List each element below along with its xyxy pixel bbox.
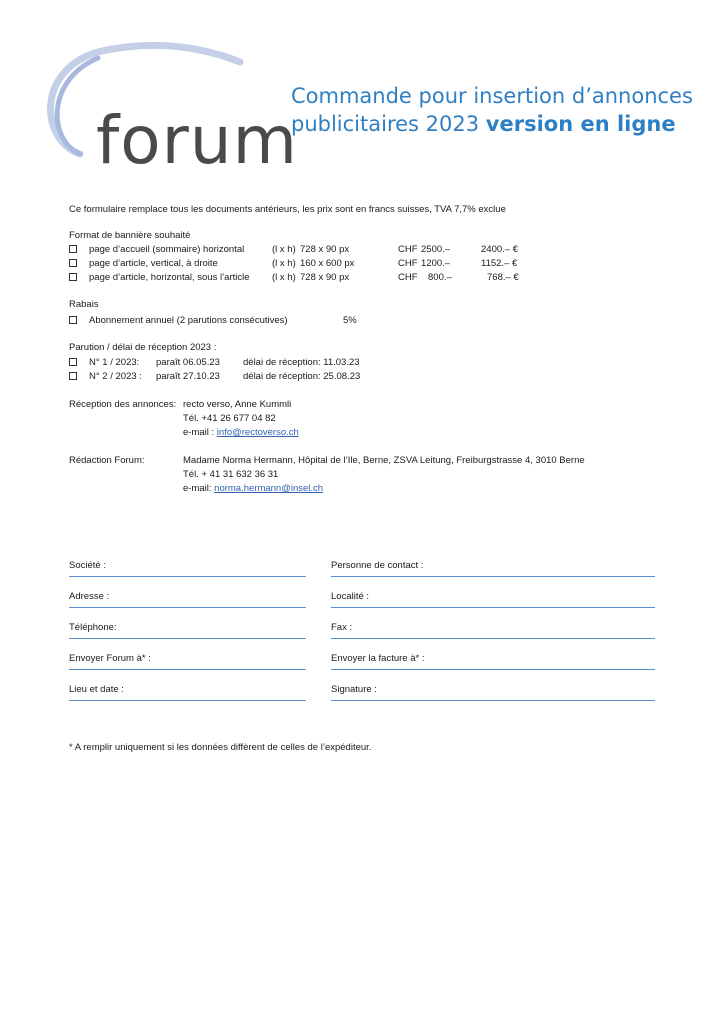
address-field-label: Adresse : <box>69 591 110 602</box>
parution-section-title: Parution / délai de réception 2023 : <box>69 342 217 353</box>
checkbox[interactable] <box>69 245 77 253</box>
banner-section-title: Format de bannière souhaité <box>69 230 191 241</box>
company-field[interactable] <box>69 576 306 577</box>
banner-option-label: page d’article, vertical, à droite <box>89 258 218 269</box>
dimension-label: (l x h) <box>272 244 296 255</box>
dimension-label: (l x h) <box>272 272 296 283</box>
rabais-option-row <box>69 314 669 327</box>
locality-field[interactable] <box>331 607 655 608</box>
banner-option-row <box>69 257 669 270</box>
issue-deadline: délai de réception: 11.03.23 <box>243 357 360 368</box>
redaction-label: Rédaction Forum: <box>69 455 145 466</box>
banner-size: 160 x 600 px <box>300 258 355 269</box>
rabais-section-title: Rabais <box>69 299 99 310</box>
parution-row <box>69 356 669 369</box>
redaction-email-link[interactable]: norma.hermann@insel.ch <box>214 483 324 494</box>
banner-size: 728 x 90 px <box>300 244 350 255</box>
price-chf: 800.– <box>428 272 452 283</box>
issue-date: paraît 06.05.23 <box>156 357 220 368</box>
price-chf: 2500.– <box>421 244 451 255</box>
banner-size: 728 x 90 px <box>300 272 350 283</box>
logo-wordmark: forum <box>96 102 298 179</box>
parution-row <box>69 370 669 383</box>
issue-number: N° 1 / 2023: <box>89 357 140 368</box>
email-label: e-mail: <box>183 483 215 494</box>
dimension-label: (l x h) <box>272 258 296 269</box>
send-forum-field-label: Envoyer Forum à* : <box>69 653 151 664</box>
issue-number: N° 2 / 2023 : <box>89 371 142 382</box>
address-field[interactable] <box>69 607 306 608</box>
phone-field[interactable] <box>69 638 306 639</box>
price-eur: 1152.– € <box>481 258 518 269</box>
fax-field[interactable] <box>331 638 655 639</box>
title-line-1: Commande pour insertion d’annonces <box>291 84 693 108</box>
issue-deadline: délai de réception: 25.08.23 <box>243 371 361 382</box>
intro-text: Ce formulaire remplace tous les documents antérieurs, les prix sont en francs suisses, TVA 7,7% exclue <box>69 204 506 215</box>
checkbox[interactable] <box>69 259 77 267</box>
checkbox[interactable] <box>69 358 77 366</box>
send-invoice-field[interactable] <box>331 669 655 670</box>
redaction-email-line <box>183 482 323 495</box>
phone-field-label: Téléphone: <box>69 622 117 633</box>
currency-label: CHF <box>398 258 418 269</box>
redaction-phone: Tél. + 41 31 632 36 31 <box>183 469 279 480</box>
price-eur: 768.– € <box>487 272 519 283</box>
banner-option-row <box>69 271 669 284</box>
email-label: e-mail : <box>183 427 217 438</box>
reception-email-line <box>183 426 299 439</box>
banner-option-row <box>69 243 669 256</box>
checkbox[interactable] <box>69 273 77 281</box>
rabais-value: 5% <box>343 315 357 326</box>
price-eur: 2400.– € <box>481 244 518 255</box>
send-forum-field[interactable] <box>69 669 306 670</box>
signature-field-label: Signature : <box>331 684 377 695</box>
reception-name: recto verso, Anne Kummli <box>183 399 292 410</box>
checkbox[interactable] <box>69 372 77 380</box>
currency-label: CHF <box>398 244 418 255</box>
reception-label: Réception des annonces: <box>69 399 177 410</box>
title-line-2-bold: version en ligne <box>485 112 676 136</box>
issue-date: paraît 27.10.23 <box>156 371 220 382</box>
locality-field-label: Localité : <box>331 591 370 602</box>
reception-phone: Tél. +41 26 677 04 82 <box>183 413 276 424</box>
contact-field-label: Personne de contact : <box>331 560 424 571</box>
reception-email-link[interactable]: info@rectoverso.ch <box>216 427 299 438</box>
forum-logo <box>40 40 298 179</box>
banner-option-label: page d’article, horizontal, sous l’article <box>89 272 250 283</box>
rabais-option-label: Abonnement annuel (2 parutions consécutives) <box>89 315 288 326</box>
document-title <box>291 82 701 138</box>
send-invoice-field-label: Envoyer la facture à* : <box>331 653 425 664</box>
footnote: * A remplir uniquement si les données diffèrent de celles de l’expéditeur. <box>69 742 372 753</box>
title-line-2 <box>291 110 701 138</box>
place-date-field[interactable] <box>69 700 306 701</box>
redaction-name: Madame Norma Hermann, Hôpital de l’Ile, Berne, ZSVA Leitung, Freiburgstrasse 4, 3010 Berne <box>183 455 585 466</box>
signature-field[interactable] <box>331 700 655 701</box>
contact-field[interactable] <box>331 576 655 577</box>
company-field-label: Société : <box>69 560 106 571</box>
checkbox[interactable] <box>69 316 77 324</box>
banner-option-label: page d’accueil (sommaire) horizontal <box>89 244 245 255</box>
title-line-2-prefix: publicitaires 2023 <box>291 112 486 136</box>
fax-field-label: Fax : <box>331 622 353 633</box>
currency-label: CHF <box>398 272 418 283</box>
place-date-field-label: Lieu et date : <box>69 684 124 695</box>
price-chf: 1200.– <box>421 258 451 269</box>
